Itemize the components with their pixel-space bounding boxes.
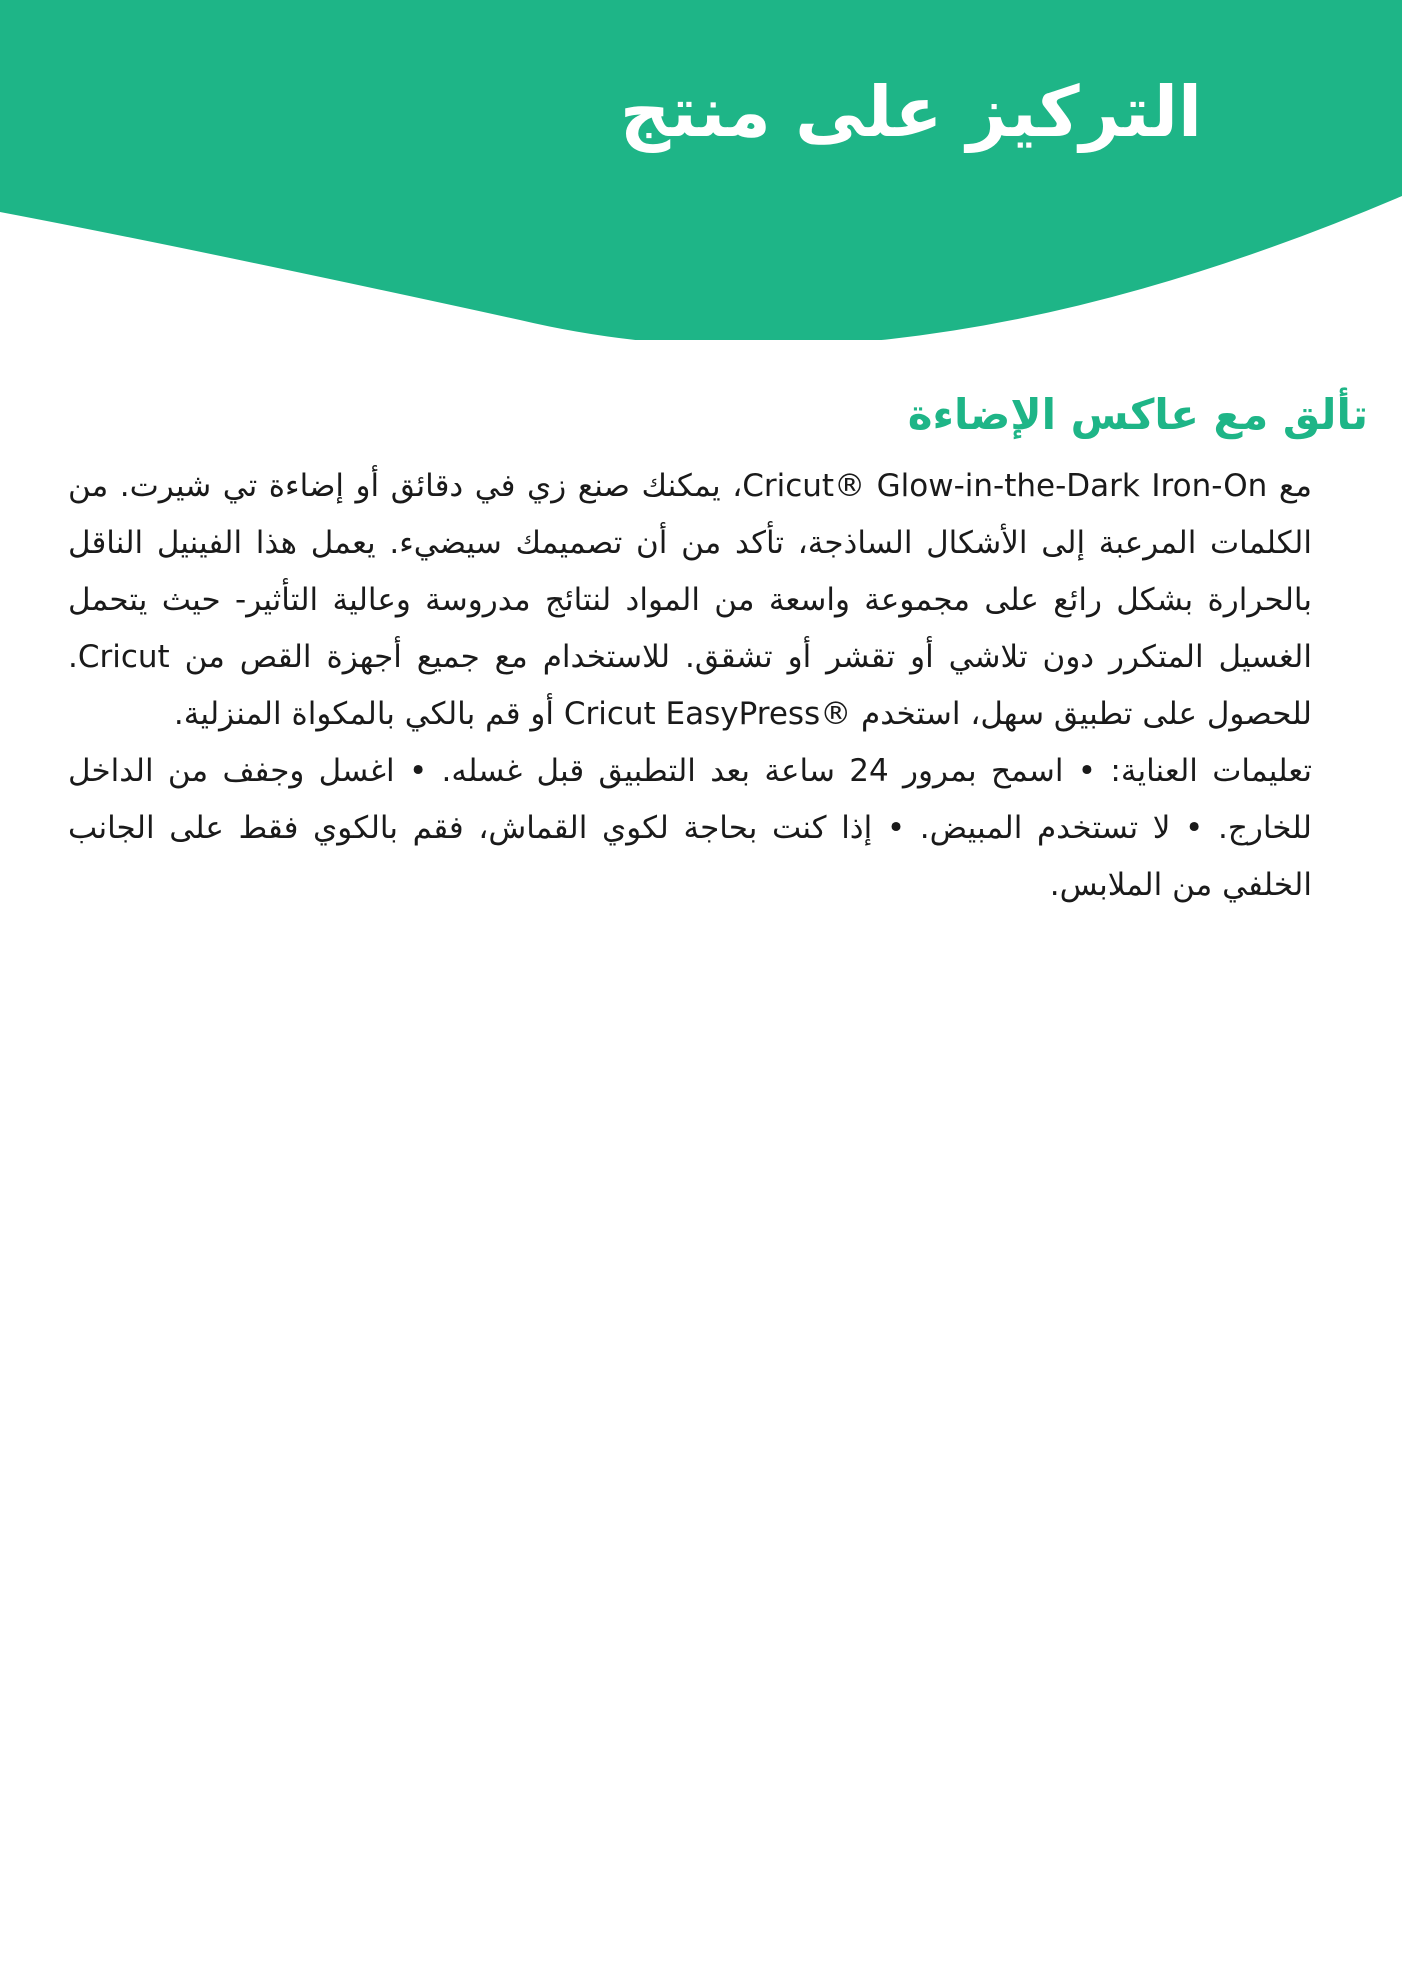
page-title: التركيز على منتج	[619, 71, 1202, 153]
paragraph-intro: مع	[1267, 468, 1312, 504]
header-wave-shape	[0, 0, 1402, 340]
care-instructions: تعليمات العناية: • اسمح بمرور 24 ساعة بعد التطبيق قبل غسله. • اغسل وجفف من الداخل للخارج. • لا تستخدم المبيض. • إذا كنت بحاجة لكوي القماش، فقم بالكوي فقط على الجانب الخلفي من الملابس.	[68, 753, 1312, 903]
product-name: Cricut® Glow-in-the-Dark Iron-On	[742, 468, 1268, 504]
paragraph-body: ، يمكنك صنع زي في دقائق أو إضاءة تي شيرت. من الكلمات المرعبة إلى الأشكال الساذجة، تأكد من أن تصميمك سيضيء. يعمل هذا الفينيل الناقل بالحرارة بشكل رائع على مجموعة واسعة من المواد لنتائج مدروسة وعالية التأثير- حيث يتحمل الغسيل المتكرر دون تلاشي أو تقشر أو تشقق. للاستخدام مع جميع أجهزة القص من	[68, 468, 1312, 675]
brand-name: Cricut	[77, 639, 170, 675]
section-heading: تألق مع عاكس الإضاءة	[907, 390, 1368, 439]
paragraph-body-3: أو قم بالكي بالمكواة المنزلية.	[173, 696, 564, 732]
header-band	[0, 0, 1402, 340]
paragraph-body-2: . للحصول على تطبيق سهل، استخدم	[68, 639, 1312, 732]
product-description	[68, 458, 1312, 914]
description-paragraph	[68, 458, 1312, 743]
header-wave-fill	[0, 0, 1402, 340]
tool-name: Cricut EasyPress®	[563, 696, 852, 732]
